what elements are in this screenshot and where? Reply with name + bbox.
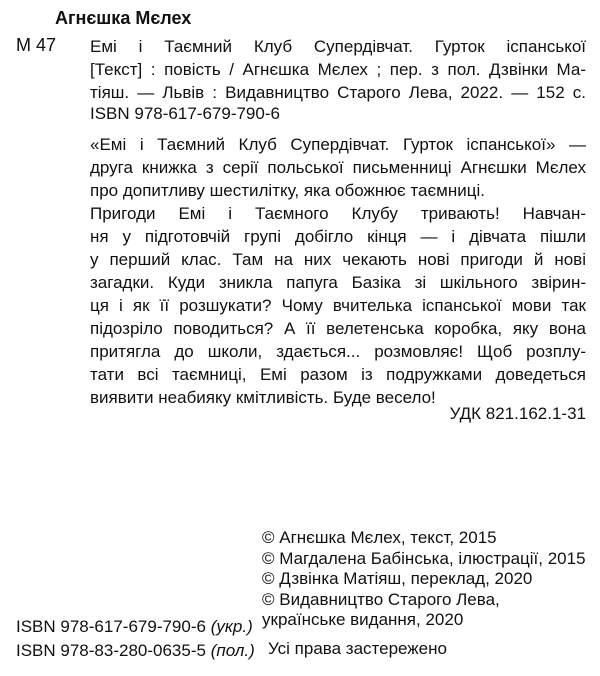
annotation-line: у перший клас. Там на них чекають нові пригоди й нові (90, 250, 586, 269)
isbn-list (16, 615, 266, 663)
copyright-line: © Дзвінка Матіяш, переклад, 2020 (262, 569, 533, 588)
copyright-line: українське видання, 2020 (262, 610, 464, 629)
annotation-line: про допитливу шестилітку, яка обожнює таємниці. (90, 181, 485, 200)
annotation-line: виявити неабияку кмітливість. Буде весело! (90, 388, 436, 407)
copyright-block (262, 528, 592, 631)
catalog-code: М 47 (16, 35, 57, 55)
annotation-line: ня у підготовчій групі добігло кінця — і дівчата пішли (90, 227, 586, 246)
bibliographic-record (90, 35, 586, 104)
rights-reserved: Усі права застережено (268, 639, 447, 658)
isbn-language: (укр.) (210, 617, 253, 636)
isbn-number: ISBN 978-617-679-790-6 (16, 617, 206, 636)
annotation-line: підозріло поводиться? А її велетенська коробка, яку вона (90, 319, 586, 338)
annotation (90, 133, 586, 409)
author-heading: Агнєшка Мєлех (55, 8, 192, 28)
isbn-ukr (16, 615, 266, 639)
copyright-line: © Агнєшка Мєлех, текст, 2015 (262, 528, 497, 547)
catalog-line: Емі і Таємний Клуб Супердівчат. Гурток іспанської (90, 37, 586, 56)
annotation-line: друга книжка з серії польської письменниці Агнєшки Мєлех (90, 158, 586, 177)
annotation-line: ця і як її розшукати? Чому вчителька іспанської мови так (90, 296, 586, 315)
copyright-line: © Видавництво Старого Лева, (262, 589, 500, 609)
catalog-line: [Текст] : повість / Агнєшка Мєлех ; пер. з пол. Дзвінки Ма- (90, 60, 586, 79)
catalog-line: тіяш. — Львів : Видавництво Старого Лева, 2022. — 152 с. (90, 83, 586, 102)
annotation-line: «Емі і Таємний Клуб Супердівчат. Гурток іспанської» — (90, 135, 586, 154)
isbn-number: ISBN 978-83-280-0635-5 (16, 641, 206, 660)
copyright-line: © Магдалена Бабінська, ілюстрації, 2015 (262, 548, 586, 568)
isbn-main: ISBN 978-617-679-790-6 (90, 104, 280, 123)
annotation-line: Пригоди Емі і Таємного Клубу тривають! Навчан- (90, 204, 586, 223)
udc-code: УДК 821.162.1-31 (449, 404, 586, 423)
annotation-line: притягла до школи, здається... розмовляє! Щоб розплу- (90, 342, 586, 361)
isbn-language: (пол.) (210, 641, 255, 660)
annotation-line: тати всі таємниці, Емі разом із подружками доведеться (90, 365, 586, 384)
isbn-pol (16, 639, 266, 663)
annotation-line: загадки. Куди зникла папуга Базіка зі шкільного звірин- (90, 273, 586, 292)
